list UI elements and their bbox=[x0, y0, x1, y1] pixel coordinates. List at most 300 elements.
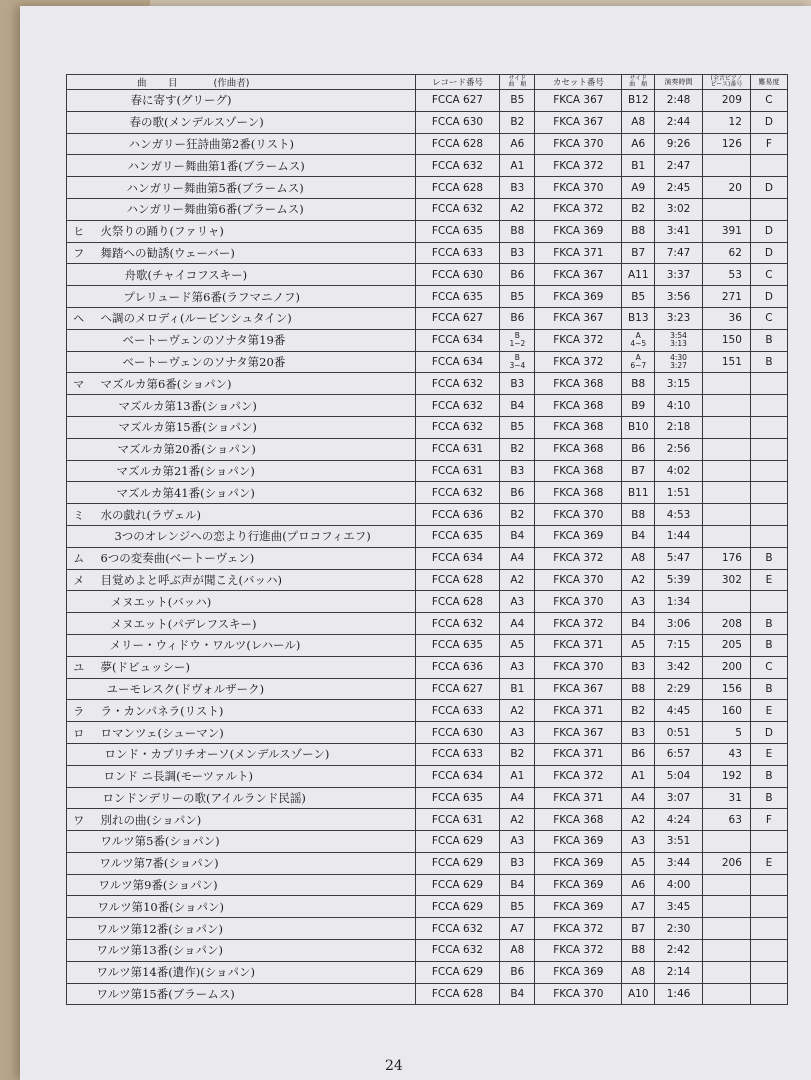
row-piece-number: 36 bbox=[702, 307, 750, 329]
row-difficulty: D bbox=[750, 111, 787, 133]
row-kana-index bbox=[67, 351, 91, 373]
row-cassette-side: B13 bbox=[622, 307, 655, 329]
row-piece-number: 200 bbox=[702, 656, 750, 678]
row-record-side: B3 bbox=[500, 852, 535, 874]
table-row bbox=[67, 395, 788, 417]
row-record-side: B3 bbox=[500, 460, 535, 482]
table-row bbox=[67, 613, 788, 635]
row-title: ハンガリー舞曲第6番(ブラームス) bbox=[90, 198, 415, 220]
header-difficulty: 難易度 bbox=[750, 75, 787, 90]
row-record-side: B5 bbox=[500, 896, 535, 918]
table-row bbox=[67, 525, 788, 547]
row-kana-index bbox=[67, 896, 91, 918]
row-cassette-number: FKCA 370 bbox=[535, 504, 622, 526]
row-kana-index bbox=[67, 329, 91, 351]
row-kana-index bbox=[67, 90, 91, 112]
row-title: メヌエット(パデレフスキー) bbox=[90, 613, 415, 635]
row-difficulty bbox=[750, 940, 787, 962]
row-piece-number: 63 bbox=[702, 809, 750, 831]
row-cassette-side: B4 bbox=[622, 525, 655, 547]
table-row bbox=[67, 961, 788, 983]
row-time: 1:34 bbox=[655, 591, 703, 613]
row-difficulty bbox=[750, 155, 787, 177]
row-kana-index: マ bbox=[67, 373, 91, 395]
header-side-b: サイド 曲 順 bbox=[622, 75, 655, 90]
row-difficulty bbox=[750, 460, 787, 482]
row-record-side: B5 bbox=[500, 286, 535, 308]
row-record-side: A3 bbox=[500, 722, 535, 744]
row-record-number: FCCA 628 bbox=[415, 177, 500, 199]
row-difficulty: B bbox=[750, 678, 787, 700]
row-kana-index: ヘ bbox=[67, 307, 91, 329]
table-row bbox=[67, 111, 788, 133]
row-cassette-number: FKCA 368 bbox=[535, 809, 622, 831]
row-title: 舟歌(チャイコフスキー) bbox=[90, 264, 415, 286]
row-record-side: A2 bbox=[500, 700, 535, 722]
row-difficulty: E bbox=[750, 852, 787, 874]
row-record-number: FCCA 635 bbox=[415, 525, 500, 547]
row-record-side: B6 bbox=[500, 307, 535, 329]
row-difficulty: B bbox=[750, 787, 787, 809]
row-title: 3つのオレンジへの恋より行進曲(プロコフィエフ) bbox=[90, 525, 415, 547]
row-title: 6つの変奏曲(ベートーヴェン) bbox=[90, 547, 415, 569]
table-row bbox=[67, 155, 788, 177]
row-cassette-number: FKCA 372 bbox=[535, 940, 622, 962]
row-cassette-side: A8 bbox=[622, 547, 655, 569]
row-title: 舞踏への勧誘(ウェーバー) bbox=[90, 242, 415, 264]
row-record-number: FCCA 627 bbox=[415, 90, 500, 112]
row-difficulty: B bbox=[750, 547, 787, 569]
row-record-side: B2 bbox=[500, 438, 535, 460]
row-record-number: FCCA 632 bbox=[415, 155, 500, 177]
row-difficulty: C bbox=[750, 90, 787, 112]
row-record-number: FCCA 631 bbox=[415, 438, 500, 460]
row-kana-index bbox=[67, 286, 91, 308]
row-piece-number: 176 bbox=[702, 547, 750, 569]
row-cassette-number: FKCA 367 bbox=[535, 90, 622, 112]
row-cassette-number: FKCA 369 bbox=[535, 220, 622, 242]
row-cassette-number: FKCA 370 bbox=[535, 656, 622, 678]
row-title: マズルカ第13番(ショパン) bbox=[90, 395, 415, 417]
row-record-side: B8 bbox=[500, 220, 535, 242]
row-piece-number bbox=[702, 504, 750, 526]
row-piece-number bbox=[702, 896, 750, 918]
row-time: 3:37 bbox=[655, 264, 703, 286]
row-difficulty bbox=[750, 525, 787, 547]
row-record-side: A8 bbox=[500, 940, 535, 962]
row-record-number: FCCA 635 bbox=[415, 220, 500, 242]
row-record-number: FCCA 632 bbox=[415, 613, 500, 635]
table-row bbox=[67, 133, 788, 155]
table-row bbox=[67, 482, 788, 504]
row-title: 春の歌(メンデルスゾーン) bbox=[90, 111, 415, 133]
row-time: 4:45 bbox=[655, 700, 703, 722]
row-cassette-side: B2 bbox=[622, 198, 655, 220]
row-record-side: B4 bbox=[500, 525, 535, 547]
table-row bbox=[67, 264, 788, 286]
row-kana-index bbox=[67, 852, 91, 874]
row-cassette-side: A 4~5 bbox=[622, 329, 655, 351]
row-title: ワルツ第14番(遺作)(ショパン) bbox=[90, 961, 415, 983]
row-piece-number bbox=[702, 395, 750, 417]
row-difficulty: F bbox=[750, 133, 787, 155]
row-difficulty: F bbox=[750, 809, 787, 831]
row-record-number: FCCA 635 bbox=[415, 286, 500, 308]
row-kana-index: ロ bbox=[67, 722, 91, 744]
row-cassette-number: FKCA 372 bbox=[535, 613, 622, 635]
row-time: 2:45 bbox=[655, 177, 703, 199]
row-cassette-number: FKCA 370 bbox=[535, 133, 622, 155]
row-cassette-side: A7 bbox=[622, 896, 655, 918]
row-cassette-side: A2 bbox=[622, 809, 655, 831]
row-cassette-number: FKCA 370 bbox=[535, 177, 622, 199]
row-cassette-number: FKCA 368 bbox=[535, 373, 622, 395]
row-record-side: B5 bbox=[500, 90, 535, 112]
row-cassette-number: FKCA 369 bbox=[535, 874, 622, 896]
row-time: 6:57 bbox=[655, 743, 703, 765]
table-row bbox=[67, 656, 788, 678]
table-row bbox=[67, 852, 788, 874]
row-record-side: B2 bbox=[500, 111, 535, 133]
row-cassette-side: A9 bbox=[622, 177, 655, 199]
table-row bbox=[67, 831, 788, 853]
row-record-number: FCCA 634 bbox=[415, 329, 500, 351]
row-title: マズルカ第15番(ショパン) bbox=[90, 416, 415, 438]
row-cassette-number: FKCA 367 bbox=[535, 264, 622, 286]
row-record-side: A3 bbox=[500, 591, 535, 613]
row-difficulty bbox=[750, 373, 787, 395]
row-title: プレリュード第6番(ラフマニノフ) bbox=[90, 286, 415, 308]
row-kana-index bbox=[67, 482, 91, 504]
row-piece-number: 126 bbox=[702, 133, 750, 155]
row-difficulty bbox=[750, 395, 787, 417]
row-difficulty: D bbox=[750, 177, 787, 199]
row-kana-index bbox=[67, 155, 91, 177]
row-title: 水の戯れ(ラヴェル) bbox=[90, 504, 415, 526]
row-title: ハンガリー舞曲第5番(ブラームス) bbox=[90, 177, 415, 199]
header-title: 曲 目 (作曲者) bbox=[67, 75, 416, 90]
row-cassette-number: FKCA 368 bbox=[535, 460, 622, 482]
row-cassette-side: B8 bbox=[622, 678, 655, 700]
row-time: 3:06 bbox=[655, 613, 703, 635]
row-cassette-number: FKCA 372 bbox=[535, 329, 622, 351]
row-cassette-number: FKCA 368 bbox=[535, 395, 622, 417]
row-cassette-side: A3 bbox=[622, 831, 655, 853]
row-cassette-side: B11 bbox=[622, 482, 655, 504]
row-time: 2:29 bbox=[655, 678, 703, 700]
row-piece-number: 302 bbox=[702, 569, 750, 591]
row-cassette-side: B7 bbox=[622, 918, 655, 940]
row-difficulty: B bbox=[750, 329, 787, 351]
row-time: 1:46 bbox=[655, 983, 703, 1005]
table-row bbox=[67, 504, 788, 526]
row-cassette-side: A 6~7 bbox=[622, 351, 655, 373]
row-cassette-side: A8 bbox=[622, 111, 655, 133]
row-cassette-side: B6 bbox=[622, 438, 655, 460]
row-record-number: FCCA 633 bbox=[415, 743, 500, 765]
row-cassette-side: B6 bbox=[622, 743, 655, 765]
table-row bbox=[67, 547, 788, 569]
row-kana-index: ユ bbox=[67, 656, 91, 678]
row-time: 4:10 bbox=[655, 395, 703, 417]
row-record-side: B3 bbox=[500, 242, 535, 264]
row-kana-index bbox=[67, 983, 91, 1005]
row-title: ラ・カンパネラ(リスト) bbox=[90, 700, 415, 722]
row-kana-index bbox=[67, 438, 91, 460]
row-title: ヘ調のメロディ(ルービンシュタイン) bbox=[90, 307, 415, 329]
table-body bbox=[67, 90, 788, 1005]
row-record-number: FCCA 629 bbox=[415, 852, 500, 874]
row-cassette-side: B12 bbox=[622, 90, 655, 112]
row-cassette-number: FKCA 370 bbox=[535, 591, 622, 613]
row-time: 2:30 bbox=[655, 918, 703, 940]
row-piece-number bbox=[702, 373, 750, 395]
row-title: ハンガリー舞曲第1番(ブラームス) bbox=[90, 155, 415, 177]
table-row bbox=[67, 809, 788, 831]
row-time: 2:56 bbox=[655, 438, 703, 460]
row-difficulty bbox=[750, 961, 787, 983]
row-record-number: FCCA 629 bbox=[415, 896, 500, 918]
row-time: 2:18 bbox=[655, 416, 703, 438]
row-piece-number: 5 bbox=[702, 722, 750, 744]
row-piece-number: 160 bbox=[702, 700, 750, 722]
row-record-side: B 1~2 bbox=[500, 329, 535, 351]
row-difficulty: E bbox=[750, 569, 787, 591]
row-piece-number bbox=[702, 525, 750, 547]
row-kana-index: ワ bbox=[67, 809, 91, 831]
row-title: メリー・ウィドウ・ワルツ(レハール) bbox=[90, 634, 415, 656]
row-record-number: FCCA 632 bbox=[415, 395, 500, 417]
row-record-number: FCCA 632 bbox=[415, 373, 500, 395]
row-cassette-side: B7 bbox=[622, 242, 655, 264]
row-kana-index bbox=[67, 198, 91, 220]
row-difficulty bbox=[750, 918, 787, 940]
row-record-side: A4 bbox=[500, 787, 535, 809]
row-time: 1:51 bbox=[655, 482, 703, 504]
row-record-side: B6 bbox=[500, 264, 535, 286]
row-piece-number: 206 bbox=[702, 852, 750, 874]
row-kana-index bbox=[67, 743, 91, 765]
row-record-side: A3 bbox=[500, 831, 535, 853]
row-record-side: A2 bbox=[500, 198, 535, 220]
row-kana-index: メ bbox=[67, 569, 91, 591]
row-cassette-side: A5 bbox=[622, 852, 655, 874]
header-cassette: カセット番号 bbox=[535, 75, 622, 90]
row-kana-index bbox=[67, 591, 91, 613]
row-difficulty bbox=[750, 983, 787, 1005]
table-row bbox=[67, 307, 788, 329]
row-record-number: FCCA 631 bbox=[415, 809, 500, 831]
row-time: 5:39 bbox=[655, 569, 703, 591]
row-time: 4:53 bbox=[655, 504, 703, 526]
row-cassette-number: FKCA 372 bbox=[535, 351, 622, 373]
row-kana-index: ミ bbox=[67, 504, 91, 526]
row-kana-index bbox=[67, 831, 91, 853]
row-piece-number bbox=[702, 591, 750, 613]
row-title: ロンド ニ長調(モーツァルト) bbox=[90, 765, 415, 787]
row-record-number: FCCA 627 bbox=[415, 678, 500, 700]
row-kana-index: ラ bbox=[67, 700, 91, 722]
row-title: ワルツ第9番(ショパン) bbox=[90, 874, 415, 896]
row-record-side: B2 bbox=[500, 743, 535, 765]
row-piece-number bbox=[702, 155, 750, 177]
row-time: 2:47 bbox=[655, 155, 703, 177]
row-title: メヌエット(バッハ) bbox=[90, 591, 415, 613]
table-row bbox=[67, 177, 788, 199]
row-cassette-number: FKCA 367 bbox=[535, 678, 622, 700]
table-row bbox=[67, 242, 788, 264]
row-cassette-number: FKCA 370 bbox=[535, 983, 622, 1005]
row-record-number: FCCA 636 bbox=[415, 656, 500, 678]
row-difficulty bbox=[750, 438, 787, 460]
table-row bbox=[67, 569, 788, 591]
row-record-number: FCCA 633 bbox=[415, 700, 500, 722]
row-title: マズルカ第21番(ショパン) bbox=[90, 460, 415, 482]
row-kana-index bbox=[67, 765, 91, 787]
row-title: ベートーヴェンのソナタ第19番 bbox=[90, 329, 415, 351]
row-time: 7:15 bbox=[655, 634, 703, 656]
row-kana-index bbox=[67, 133, 91, 155]
row-difficulty bbox=[750, 896, 787, 918]
row-cassette-side: B8 bbox=[622, 504, 655, 526]
row-cassette-side: A1 bbox=[622, 765, 655, 787]
row-cassette-number: FKCA 369 bbox=[535, 525, 622, 547]
page-number: 24 bbox=[385, 1058, 403, 1074]
row-cassette-number: FKCA 367 bbox=[535, 722, 622, 744]
row-title: マズルカ第6番(ショパン) bbox=[90, 373, 415, 395]
row-title: ロンド・カプリチオーソ(メンデルスゾーン) bbox=[90, 743, 415, 765]
row-time: 3:42 bbox=[655, 656, 703, 678]
row-cassette-side: A6 bbox=[622, 133, 655, 155]
row-piece-number: 150 bbox=[702, 329, 750, 351]
table-row bbox=[67, 700, 788, 722]
row-cassette-number: FKCA 367 bbox=[535, 307, 622, 329]
row-piece-number: 192 bbox=[702, 765, 750, 787]
row-title: ワルツ第5番(ショパン) bbox=[90, 831, 415, 853]
row-title: ワルツ第7番(ショパン) bbox=[90, 852, 415, 874]
row-record-number: FCCA 636 bbox=[415, 504, 500, 526]
row-cassette-number: FKCA 371 bbox=[535, 787, 622, 809]
row-time: 1:44 bbox=[655, 525, 703, 547]
row-time: 9:26 bbox=[655, 133, 703, 155]
row-kana-index bbox=[67, 111, 91, 133]
row-record-side: B1 bbox=[500, 678, 535, 700]
row-cassette-side: A6 bbox=[622, 874, 655, 896]
header-record: レコード番号 bbox=[415, 75, 500, 90]
row-kana-index bbox=[67, 918, 91, 940]
row-record-number: FCCA 628 bbox=[415, 591, 500, 613]
table-row bbox=[67, 940, 788, 962]
row-cassette-number: FKCA 367 bbox=[535, 111, 622, 133]
row-record-side: A1 bbox=[500, 765, 535, 787]
row-piece-number bbox=[702, 940, 750, 962]
row-kana-index bbox=[67, 787, 91, 809]
row-title: 別れの曲(ショパン) bbox=[90, 809, 415, 831]
row-record-number: FCCA 632 bbox=[415, 940, 500, 962]
row-record-number: FCCA 630 bbox=[415, 722, 500, 744]
row-kana-index bbox=[67, 678, 91, 700]
row-difficulty bbox=[750, 831, 787, 853]
row-difficulty bbox=[750, 591, 787, 613]
table-row bbox=[67, 678, 788, 700]
table-row bbox=[67, 198, 788, 220]
row-difficulty: D bbox=[750, 722, 787, 744]
row-cassette-side: B5 bbox=[622, 286, 655, 308]
table-row bbox=[67, 90, 788, 112]
row-kana-index bbox=[67, 395, 91, 417]
row-title: ベートーヴェンのソナタ第20番 bbox=[90, 351, 415, 373]
row-title: ロマンツェ(シューマン) bbox=[90, 722, 415, 744]
table-row bbox=[67, 634, 788, 656]
row-kana-index bbox=[67, 613, 91, 635]
row-record-number: FCCA 632 bbox=[415, 482, 500, 504]
row-piece-number bbox=[702, 831, 750, 853]
row-record-side: A6 bbox=[500, 133, 535, 155]
row-difficulty: C bbox=[750, 656, 787, 678]
row-difficulty: B bbox=[750, 634, 787, 656]
row-piece-number: 271 bbox=[702, 286, 750, 308]
row-difficulty: E bbox=[750, 700, 787, 722]
row-difficulty: D bbox=[750, 286, 787, 308]
table-row bbox=[67, 874, 788, 896]
row-record-side: A2 bbox=[500, 809, 535, 831]
row-time: 3:02 bbox=[655, 198, 703, 220]
row-record-number: FCCA 635 bbox=[415, 634, 500, 656]
row-title: 春に寄す(グリーグ) bbox=[90, 90, 415, 112]
row-kana-index bbox=[67, 634, 91, 656]
row-record-number: FCCA 627 bbox=[415, 307, 500, 329]
row-cassette-side: B3 bbox=[622, 656, 655, 678]
table-row bbox=[67, 896, 788, 918]
row-title: ワルツ第12番(ショパン) bbox=[90, 918, 415, 940]
row-record-number: FCCA 634 bbox=[415, 351, 500, 373]
row-time: 3:15 bbox=[655, 373, 703, 395]
row-record-number: FCCA 629 bbox=[415, 874, 500, 896]
table-row bbox=[67, 373, 788, 395]
row-title: 目覚めよと呼ぶ声が聞こえ(バッハ) bbox=[90, 569, 415, 591]
row-cassette-side: A4 bbox=[622, 787, 655, 809]
row-time: 3:23 bbox=[655, 307, 703, 329]
row-time: 4:30 3:27 bbox=[655, 351, 703, 373]
row-record-side: A1 bbox=[500, 155, 535, 177]
row-cassette-side: A8 bbox=[622, 961, 655, 983]
table-row bbox=[67, 286, 788, 308]
row-difficulty bbox=[750, 482, 787, 504]
row-title: ワルツ第13番(ショパン) bbox=[90, 940, 415, 962]
row-piece-number: 43 bbox=[702, 743, 750, 765]
row-cassette-number: FKCA 372 bbox=[535, 547, 622, 569]
row-kana-index bbox=[67, 525, 91, 547]
row-kana-index bbox=[67, 177, 91, 199]
row-cassette-side: A11 bbox=[622, 264, 655, 286]
row-time: 5:47 bbox=[655, 547, 703, 569]
row-record-side: B2 bbox=[500, 504, 535, 526]
row-time: 2:42 bbox=[655, 940, 703, 962]
row-cassette-number: FKCA 369 bbox=[535, 286, 622, 308]
row-difficulty bbox=[750, 874, 787, 896]
row-kana-index bbox=[67, 961, 91, 983]
row-cassette-number: FKCA 370 bbox=[535, 569, 622, 591]
row-title: ユーモレスク(ドヴォルザーク) bbox=[90, 678, 415, 700]
row-record-side: B3 bbox=[500, 373, 535, 395]
row-cassette-side: B2 bbox=[622, 700, 655, 722]
row-time: 3:07 bbox=[655, 787, 703, 809]
table-row bbox=[67, 351, 788, 373]
row-cassette-side: B3 bbox=[622, 722, 655, 744]
row-time: 4:24 bbox=[655, 809, 703, 831]
row-cassette-number: FKCA 368 bbox=[535, 416, 622, 438]
row-record-side: A4 bbox=[500, 613, 535, 635]
